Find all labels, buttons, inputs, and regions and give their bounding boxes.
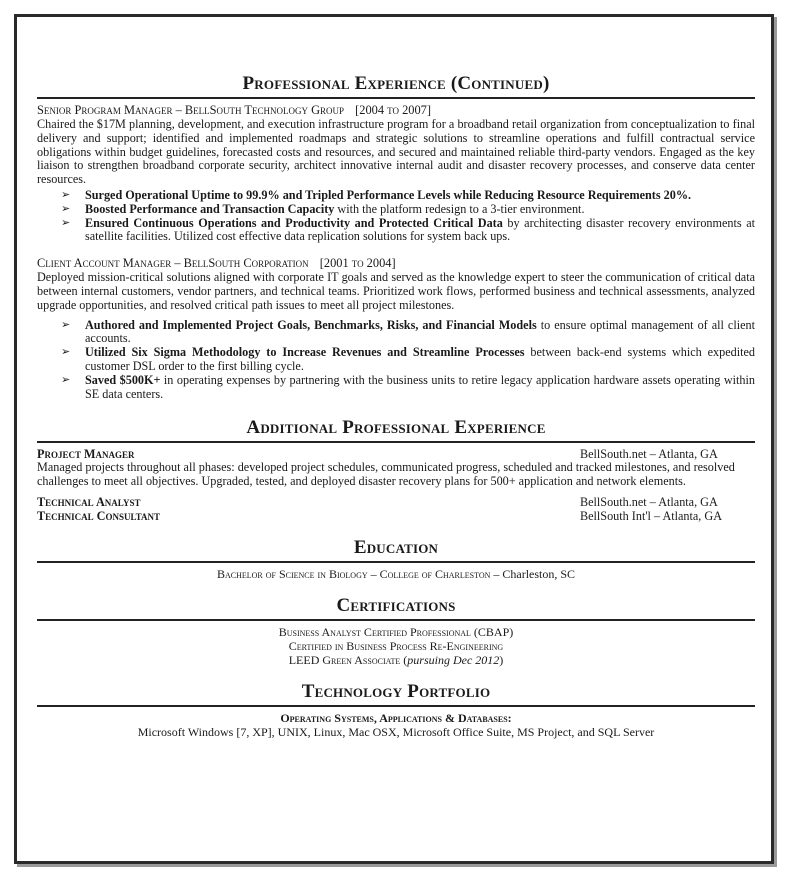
achievement-item: ➢ Authored and Implemented Project Goals, Benchmarks, Risks, and Financial Models to ensure optimal management of all client accounts. [61, 317, 755, 346]
additional-section [37, 417, 755, 523]
arrow-bullet-icon: ➢ [61, 346, 71, 359]
achievement-list [37, 319, 755, 402]
arrow-bullet-icon: ➢ [61, 202, 71, 215]
arrow-bullet-icon: ➢ [61, 188, 71, 201]
achievement-list [37, 189, 755, 244]
job-header [37, 256, 755, 271]
experience-section [37, 73, 755, 401]
degree-line [37, 567, 755, 581]
role-org: BellSouth.net – Atlanta, GA [580, 447, 718, 462]
certification-item: Business Analyst Certified Professional (CBAP) [278, 624, 514, 639]
section-divider [37, 705, 755, 707]
achievement-item: ➢ Surged Operational Uptime to 99.9% and Tripled Performance Levels while Reducing Resource Requirements 20%. [61, 187, 692, 202]
job-dates: [2001 to 2004] [319, 256, 396, 271]
achievement-item: ➢ Saved $500K+ in operating expenses by partnering with the business units to retire legacy application hardware assets operating within SE data centers. [61, 372, 755, 401]
job-title: Senior Program Manager – BellSouth Technology Group [37, 103, 345, 117]
technology-section [37, 681, 755, 739]
section-divider [37, 97, 755, 99]
achievement-item: ➢ Boosted Performance and Transaction Capacity with the platform redesign to a 3-tier environment. [61, 201, 585, 216]
role-row [37, 509, 755, 523]
section-divider [37, 561, 755, 563]
role-title: Project Manager [37, 447, 135, 462]
degree-text: Bachelor of Science in Biology – College of Charleston [216, 566, 491, 581]
role-row [37, 495, 755, 509]
experience-heading: Professional Experience (Continued) [242, 73, 550, 94]
additional-heading: Additional Professional Experience [246, 417, 546, 439]
achievement-item: ➢ Utilized Six Sigma Methodology to Increase Revenues and Streamline Processes between back-end systems which expedited customer DSL order to the first billing cycle. [61, 345, 755, 373]
job-title: Client Account Manager – BellSouth Corporation [37, 256, 309, 271]
role-title: Technical Consultant [37, 508, 161, 523]
role-title: Technical Analyst [37, 494, 141, 509]
resume-page [37, 37, 755, 739]
technology-heading: Technology Portfolio [301, 680, 491, 702]
section-divider [37, 619, 755, 621]
page-frame [14, 14, 774, 864]
degree-location: – Charleston, SC [490, 566, 576, 581]
technology-subtitle: Operating Systems, Applications & Databases: [280, 710, 512, 725]
education-section [37, 537, 755, 581]
achievement-item: ➢ Ensured Continuous Operations and Productivity and Protected Critical Data by architecting disaster recovery environments at satellite facilities. Utilized cost effective data replication solutions for system back ups. [61, 215, 756, 244]
arrow-bullet-icon: ➢ [61, 216, 71, 229]
certification-item: LEED Green Associate (pursuing Dec 2012) [288, 652, 504, 667]
technology-list: Microsoft Windows [7, XP], UNIX, Linux, Mac OSX, Microsoft Office Suite, MS Project, and SQL Server [137, 724, 655, 739]
job-header [37, 103, 755, 118]
education-heading: Education [353, 536, 439, 558]
certifications-heading: Certifications [336, 594, 456, 616]
role-summary: Managed projects throughout all phases: developed project schedules, communicated progress, scheduled and tracked milestones, and resolved challenges to meet all objectives. Upgraded, tested, and deployed disaster recovery plans for 500+ application and network elements. [37, 460, 735, 489]
arrow-bullet-icon: ➢ [61, 318, 71, 331]
job-summary: Chaired the $17M planning, development, and execution infrastructure program for a broadband retail organization from conceptualization to final delivery and support; identified and implemented roadmaps and strategic solutions to streamline operations and fulfill contractual service obligations within budget guidelines, forecasted costs and resources, and secured and maintained reliable third-party vendors. Engaged as the key liaison to strengthen broadband corporate security, architect innovative internal audit and disaster recovery processes, and conserve data center resources. [37, 117, 755, 187]
role-row [37, 447, 755, 461]
job-dates: [2004 to 2007] [355, 103, 431, 117]
certifications-section [37, 595, 755, 667]
role-org: BellSouth Int'l – Atlanta, GA [580, 508, 723, 523]
role-org: BellSouth.net – Atlanta, GA [580, 494, 718, 509]
job-summary: Deployed mission-critical solutions aligned with corporate IT goals and served as the knowledge expert to steer the communication of critical data between internal customers, vendor partners, and technical teams. Prioritized work flows, performed business and technical assessments, analyzed upgrade opportunities, and resolved critical path issues to meet all project milestones. [37, 270, 755, 312]
section-divider [37, 441, 755, 443]
certification-item: Certified in Business Process Re-Engineering [288, 638, 504, 653]
arrow-bullet-icon: ➢ [61, 373, 71, 386]
